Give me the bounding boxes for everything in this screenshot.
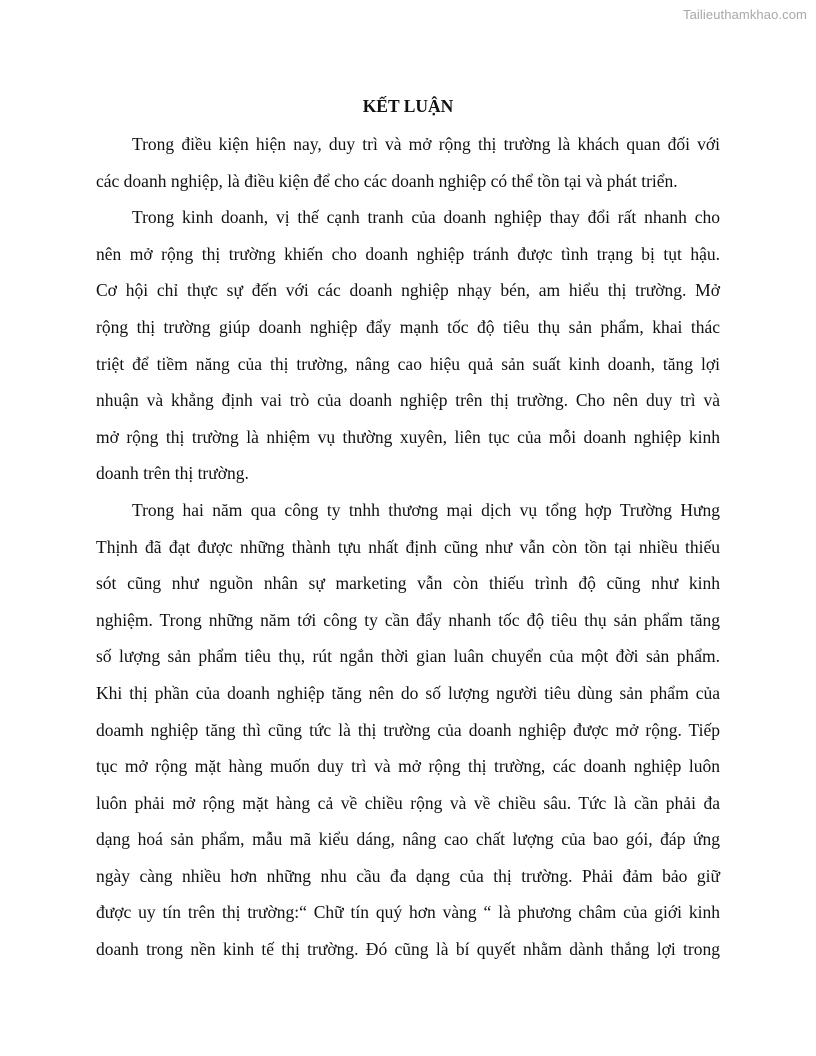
text-line: nghiệm. Trong những năm tới công ty cần đẩy nhanh tốc độ tiêu thụ sản phẩm tăng — [96, 609, 720, 630]
text-line: được uy tín trên thị trường:“ Chữ tín quý hơn vàng “ là phương châm của giới kinh — [96, 902, 720, 923]
text-line: Trong kinh doanh, vị thế cạnh tranh của doanh nghiệp thay đổi rất nhanh cho — [132, 207, 720, 228]
document-body — [96, 126, 720, 968]
text-line: rộng thị trường giúp doanh nghiệp đẩy mạnh tốc độ tiêu thụ sản phẩm, khai thác — [96, 316, 720, 337]
text-line: Trong điều kiện hiện nay, duy trì và mở rộng thị trường là khách quan đối với — [132, 134, 720, 154]
text-line: Cơ hội chỉ thực sự đến với các doanh nghiệp nhạy bén, am hiểu thị trường. Mở — [96, 280, 720, 301]
text-line: ngày càng nhiều hơn những nhu cầu đa dạng của thị trường. Phải đảm bảo giữ — [96, 865, 720, 886]
text-line: nhuận và khẳng định vai trò của doanh nghiệp trên thị trường. Cho nên duy trì và — [96, 390, 720, 411]
text-line: sót cũng như nguồn nhân sự marketing vẫn còn thiếu trình độ cũng như kinh — [96, 573, 720, 594]
text-line: luôn phải mở rộng mặt hàng cả về chiều rộng và về chiều sâu. Tức là cần phải đa — [96, 792, 720, 813]
text-line: doanh trong nền kinh tế thị trường. Đó cũng là bí quyết nhằm dành thắng lợi trong — [96, 939, 720, 960]
text-line: doamh nghiệp tăng thì cũng tức là thị trường của doanh nghiệp được mở rộng. Tiếp — [96, 719, 720, 740]
text-line: triệt để tiềm năng của thị trường, nâng cao hiệu quả sản suất kinh doanh, tăng lợi — [96, 353, 720, 374]
page-title: KẾT LUẬN — [362, 96, 454, 116]
text-line: các doanh nghiệp, là điều kiện để cho các doanh nghiệp có thể tồn tại và phát triển. — [96, 170, 678, 191]
watermark-text: Tailieuthamkhao.com — [682, 7, 807, 22]
text-line: Thịnh đã đạt được những thành tựu nhất định cũng như vẫn còn tồn tại nhiều thiếu — [96, 536, 720, 557]
text-line: doanh trên thị trường. — [96, 463, 249, 484]
text-line: tục mở rộng mặt hàng muốn duy trì và mở rộng thị trường, các doanh nghiệp luôn — [96, 756, 720, 777]
text-line: Trong hai năm qua công ty tnhh thương mại dịch vụ tổng hợp Trường Hưng — [132, 499, 720, 520]
text-line: mở rộng thị trường là nhiệm vụ thường xuyên, liên tục của mỗi doanh nghiệp kinh — [96, 426, 720, 447]
text-line: nên mở rộng thị trường khiến cho doanh nghiệp tránh được tình trạng bị tụt hậu. — [96, 243, 720, 264]
text-line: dạng hoá sản phẩm, mẫu mã kiểu dáng, nâng cao chất lượng của bao gói, đáp ứng — [96, 829, 720, 850]
text-line: số lượng sản phẩm tiêu thụ, rút ngắn thời gian luân chuyển của một đời sản phẩm. — [96, 646, 720, 667]
text-line: Khi thị phần của doanh nghiệp tăng nên do số lượng người tiêu dùng sản phẩm của — [96, 682, 720, 703]
